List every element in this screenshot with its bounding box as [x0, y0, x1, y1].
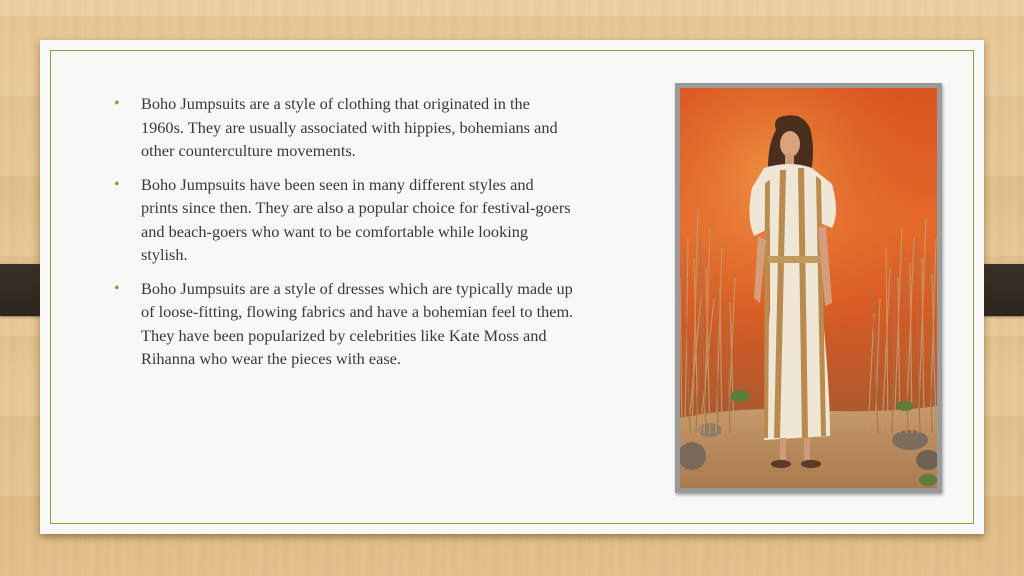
slide-card — [40, 40, 984, 534]
bullet-icon: • — [114, 95, 120, 112]
bullet-text: Boho Jumpsuits are a style of clothing that originated in the 1960s. They are usually associated with hippies, bohemians and other counterculture movements. — [141, 94, 558, 160]
bullet-item — [114, 173, 574, 267]
bullet-item — [114, 277, 574, 371]
bullet-icon: • — [114, 175, 120, 193]
photo-frame — [675, 83, 942, 493]
bullet-list — [114, 92, 574, 381]
bullet-item — [114, 92, 574, 163]
bullet-text: Boho Jumpsuits are a style of dresses which are typically made up of loose-fitting, flowing fabrics and have a bohemian feel to them. They have been popularized by celebrities like Kate Moss and Rihanna who wear the pieces with ease. — [141, 278, 574, 368]
bullet-text: Boho Jumpsuits have been seen in many different styles and prints since then. They are also a popular choice for festival-goers and beach-goers who want to be comfortable while looking stylish. — [141, 174, 571, 264]
bullet-icon: • — [114, 279, 120, 297]
fashion-photo — [680, 88, 937, 488]
